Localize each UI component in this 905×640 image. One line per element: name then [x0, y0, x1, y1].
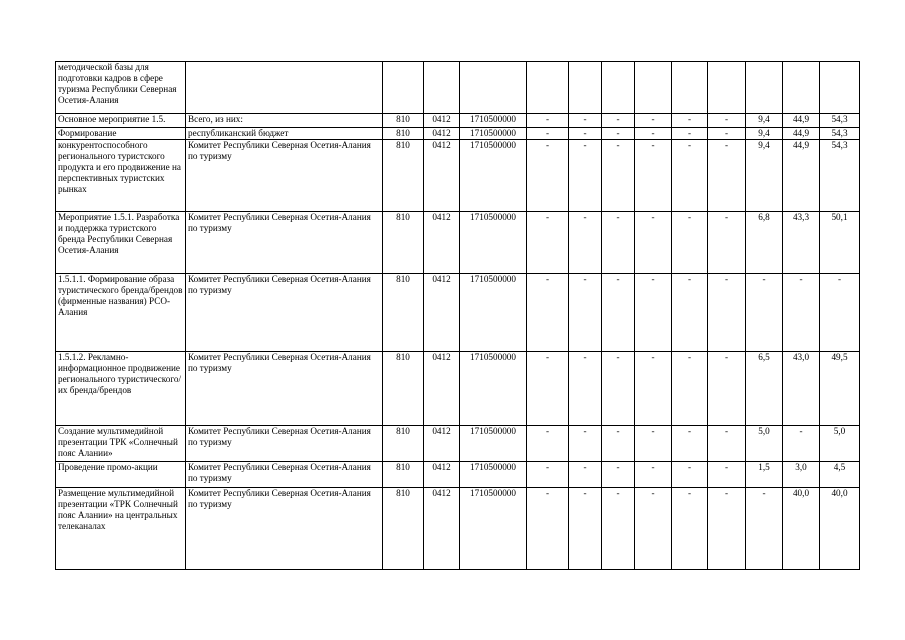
value-cell: -	[635, 488, 672, 570]
activity-name-cell: 1.5.1.1. Формирование образа туристического бренда/брендов (фирменные названия) РСО-Алания	[56, 274, 186, 352]
value-cell: -	[602, 140, 635, 212]
grbs-code-cell: 810	[383, 426, 424, 462]
executor-cell: Комитет Республики Северная Осетия-Алания по туризму	[186, 462, 383, 488]
value-cell: -	[708, 274, 746, 352]
table-row	[56, 212, 860, 274]
value-cell: -	[527, 212, 569, 274]
value-cell: 50,1	[820, 212, 860, 274]
value-cell	[602, 62, 635, 114]
value-cell: 44,9	[783, 128, 820, 140]
csr-code-cell: 1710500000	[460, 128, 527, 140]
value-cell: -	[635, 114, 672, 128]
budget-table	[55, 61, 860, 570]
csr-code-cell: 1710500000	[460, 274, 527, 352]
table-row	[56, 140, 860, 212]
executor-cell: Комитет Республики Северная Осетия-Алания по туризму	[186, 140, 383, 212]
activity-name-cell: Проведение промо-акции	[56, 462, 186, 488]
value-cell: -	[672, 352, 708, 426]
table-row	[56, 114, 860, 128]
value-cell: -	[708, 426, 746, 462]
grbs-code-cell: 810	[383, 140, 424, 212]
value-cell: 9,4	[746, 140, 783, 212]
value-cell: 9,4	[746, 114, 783, 128]
rzpr-code-cell: 0412	[424, 426, 460, 462]
value-cell: -	[672, 212, 708, 274]
csr-code-cell: 1710500000	[460, 114, 527, 128]
rzpr-code-cell: 0412	[424, 488, 460, 570]
grbs-code-cell: 810	[383, 488, 424, 570]
value-cell: -	[569, 114, 602, 128]
grbs-code-cell: 810	[383, 114, 424, 128]
value-cell: -	[708, 114, 746, 128]
executor-cell: Комитет Республики Северная Осетия-Алания по туризму	[186, 426, 383, 462]
grbs-code-cell: 810	[383, 128, 424, 140]
value-cell: 54,3	[820, 128, 860, 140]
value-cell	[820, 62, 860, 114]
value-cell: -	[602, 212, 635, 274]
table-row	[56, 488, 860, 570]
value-cell	[708, 62, 746, 114]
table-row	[56, 62, 860, 114]
value-cell: -	[820, 274, 860, 352]
value-cell: -	[602, 128, 635, 140]
activity-name-cell: Формирование	[56, 128, 186, 140]
grbs-code-cell	[383, 62, 424, 114]
table-row	[56, 128, 860, 140]
table-row	[56, 352, 860, 426]
activity-name-cell: методической базы для подготовки кадров в сфере туризма Республики Северная Осетия-Алания	[56, 62, 186, 114]
value-cell: -	[672, 488, 708, 570]
value-cell: 1,5	[746, 462, 783, 488]
csr-code-cell: 1710500000	[460, 140, 527, 212]
activity-name-cell: конкурентоспособного регионального туристского продукта и его продвижение на перспективных туристских рынках	[56, 140, 186, 212]
rzpr-code-cell: 0412	[424, 128, 460, 140]
grbs-code-cell: 810	[383, 212, 424, 274]
csr-code-cell: 1710500000	[460, 462, 527, 488]
csr-code-cell: 1710500000	[460, 488, 527, 570]
executor-cell: Комитет Республики Северная Осетия-Алания по туризму	[186, 488, 383, 570]
value-cell: -	[569, 488, 602, 570]
value-cell: -	[746, 274, 783, 352]
value-cell: -	[527, 426, 569, 462]
value-cell	[635, 62, 672, 114]
value-cell: 5,0	[746, 426, 783, 462]
rzpr-code-cell: 0412	[424, 140, 460, 212]
value-cell: 44,9	[783, 140, 820, 212]
grbs-code-cell: 810	[383, 352, 424, 426]
rzpr-code-cell: 0412	[424, 462, 460, 488]
value-cell: -	[602, 274, 635, 352]
value-cell: -	[783, 274, 820, 352]
value-cell: -	[708, 140, 746, 212]
rzpr-code-cell: 0412	[424, 114, 460, 128]
value-cell: -	[635, 352, 672, 426]
value-cell: -	[569, 426, 602, 462]
activity-name-cell: Мероприятие 1.5.1. Разработка и поддержка туристского бренда Республики Северная Осетия-Алания	[56, 212, 186, 274]
value-cell: -	[602, 462, 635, 488]
value-cell: -	[708, 212, 746, 274]
value-cell: 44,9	[783, 114, 820, 128]
value-cell: 40,0	[820, 488, 860, 570]
activity-name-cell: 1.5.1.2. Рекламно-информационное продвижение регионального туристического/их бренда/брендов	[56, 352, 186, 426]
activity-name-cell: Размещение мультимедийной презентации «ТРК Солнечный пояс Алании» на центральных телеканалах	[56, 488, 186, 570]
value-cell: 54,3	[820, 140, 860, 212]
rzpr-code-cell: 0412	[424, 274, 460, 352]
grbs-code-cell: 810	[383, 274, 424, 352]
value-cell: 43,3	[783, 212, 820, 274]
value-cell: -	[672, 462, 708, 488]
value-cell	[783, 62, 820, 114]
value-cell: -	[635, 128, 672, 140]
value-cell: -	[708, 488, 746, 570]
table-row	[56, 462, 860, 488]
value-cell: -	[746, 488, 783, 570]
value-cell	[672, 62, 708, 114]
executor-cell: Комитет Республики Северная Осетия-Алания по туризму	[186, 212, 383, 274]
value-cell: -	[569, 128, 602, 140]
value-cell: -	[602, 488, 635, 570]
executor-cell: республиканский бюджет	[186, 128, 383, 140]
value-cell: 4,5	[820, 462, 860, 488]
value-cell	[746, 62, 783, 114]
value-cell: -	[635, 426, 672, 462]
value-cell: 49,5	[820, 352, 860, 426]
value-cell: -	[527, 114, 569, 128]
value-cell: -	[527, 128, 569, 140]
value-cell: -	[569, 352, 602, 426]
value-cell: -	[708, 128, 746, 140]
value-cell: -	[527, 274, 569, 352]
csr-code-cell: 1710500000	[460, 352, 527, 426]
value-cell: -	[635, 140, 672, 212]
value-cell: -	[672, 426, 708, 462]
value-cell: -	[672, 114, 708, 128]
value-cell: -	[635, 212, 672, 274]
value-cell: -	[569, 212, 602, 274]
activity-name-cell: Создание мультимедийной презентации ТРК «Солнечный пояс Алании»	[56, 426, 186, 462]
executor-cell: Всего, из них:	[186, 114, 383, 128]
grbs-code-cell: 810	[383, 462, 424, 488]
value-cell: -	[708, 352, 746, 426]
table-row	[56, 274, 860, 352]
value-cell	[569, 62, 602, 114]
value-cell: -	[602, 114, 635, 128]
value-cell: -	[783, 426, 820, 462]
budget-table-body	[56, 62, 860, 570]
value-cell	[527, 62, 569, 114]
value-cell: -	[527, 462, 569, 488]
value-cell: -	[569, 462, 602, 488]
csr-code-cell: 1710500000	[460, 212, 527, 274]
value-cell: -	[602, 352, 635, 426]
executor-cell: Комитет Республики Северная Осетия-Алания по туризму	[186, 352, 383, 426]
value-cell: 54,3	[820, 114, 860, 128]
value-cell: 43,0	[783, 352, 820, 426]
executor-cell	[186, 62, 383, 114]
csr-code-cell: 1710500000	[460, 426, 527, 462]
value-cell: -	[672, 274, 708, 352]
value-cell: 40,0	[783, 488, 820, 570]
value-cell: -	[527, 140, 569, 212]
value-cell: -	[602, 426, 635, 462]
value-cell: -	[527, 488, 569, 570]
value-cell: 6,5	[746, 352, 783, 426]
value-cell: -	[635, 274, 672, 352]
value-cell: -	[569, 274, 602, 352]
value-cell: 3,0	[783, 462, 820, 488]
table-row	[56, 426, 860, 462]
value-cell: -	[672, 140, 708, 212]
value-cell: 5,0	[820, 426, 860, 462]
value-cell: -	[708, 462, 746, 488]
value-cell: 9,4	[746, 128, 783, 140]
csr-code-cell	[460, 62, 527, 114]
executor-cell: Комитет Республики Северная Осетия-Алания по туризму	[186, 274, 383, 352]
activity-name-cell: Основное мероприятие 1.5.	[56, 114, 186, 128]
rzpr-code-cell: 0412	[424, 352, 460, 426]
value-cell: -	[635, 462, 672, 488]
rzpr-code-cell	[424, 62, 460, 114]
value-cell: -	[569, 140, 602, 212]
value-cell: 6,8	[746, 212, 783, 274]
rzpr-code-cell: 0412	[424, 212, 460, 274]
value-cell: -	[527, 352, 569, 426]
value-cell: -	[672, 128, 708, 140]
